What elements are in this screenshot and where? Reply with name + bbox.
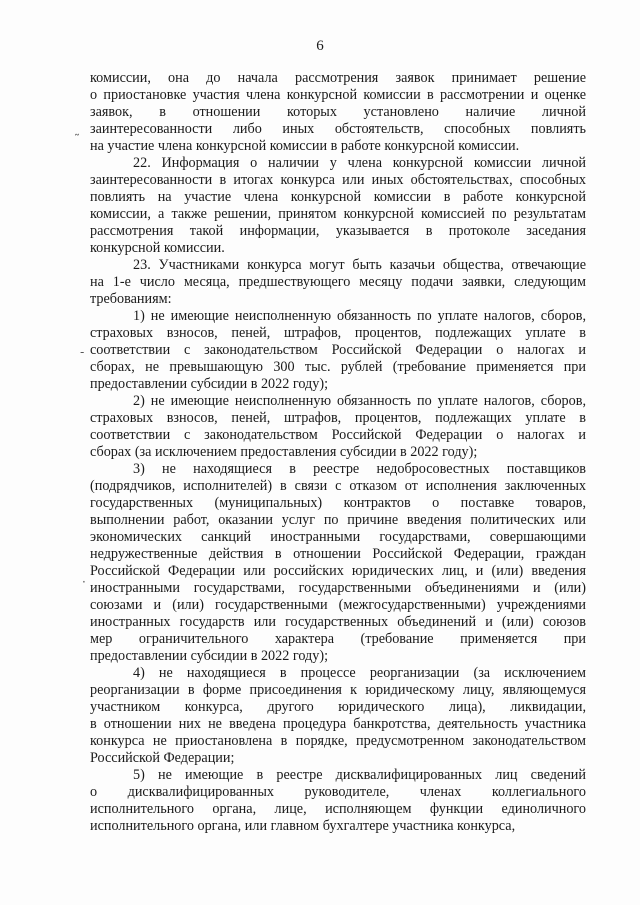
paragraph (90, 70, 586, 155)
text-line: Российской Федерации; (90, 750, 235, 766)
text-line: недружественные действия в отношении Российской Федерации, граждан (90, 546, 586, 562)
text-line: 3) не находящиеся в реестре недобросовестных поставщиков (133, 461, 586, 477)
paragraph (90, 308, 586, 393)
paragraph (90, 393, 586, 461)
text-line: Российской Федерации или российских юридических лиц, и (или) введения (90, 563, 586, 579)
text-line: 23. Участниками конкурса могут быть казачьи общества, отвечающие (133, 257, 586, 273)
text-line: экономических санкций иностранными государствами, совершающими (90, 529, 586, 545)
text-line: 1) не имеющие неисполненную обязанность по уплате налогов, сборов, (133, 308, 586, 324)
text-line: соответствии с законодательством Российской Федерации о налогах и (90, 342, 586, 358)
text-line: государственных (муниципальных) контрактов о поставке товаров, (90, 495, 586, 511)
text-line: предоставлении субсидии в 2022 году); (90, 648, 329, 664)
text-line: участником конкурса, другого юридического лица), ликвидации, (90, 699, 586, 715)
text-line: выполнении работ, оказании услуг по причине введения политических или (90, 512, 586, 528)
text-line: на 1-е число месяца, предшествующего месяцу подачи заявки, следующим (90, 274, 586, 290)
page-number: 6 (316, 38, 324, 54)
paragraph (90, 665, 586, 767)
margin-tick-mark: · (82, 575, 86, 589)
text-line: заявок, в отношении которых установлено наличие личной (90, 104, 586, 120)
text-line: страховых взносов, пеней, штрафов, процентов, подлежащих уплате в (90, 410, 586, 426)
text-line: в отношении них не введена процедура банкротства, деятельность участника (90, 716, 586, 732)
document-body (90, 70, 586, 835)
text-line: (подрядчиков, исполнителей) в связи с отказом от исполнения заключенных (90, 478, 586, 494)
text-line: рассмотрения такой информации, указывается в протоколе заседания (90, 223, 586, 239)
margin-tick-mark: - (80, 345, 85, 359)
text-line: заинтересованности либо иных обстоятельств, способных повлиять (90, 121, 586, 137)
text-line: мер ограничительного характера (требование применяется при (90, 631, 586, 647)
text-line: о приостановке участия члена конкурсной комиссии в рассмотрении и оценке (90, 87, 586, 103)
paragraph (90, 461, 586, 665)
text-line: соответствии с законодательством Российской Федерации о налогах и (90, 427, 586, 443)
text-line: союзами и (или) государственными (межгосударственными) учреждениями (90, 597, 586, 613)
text-line: комиссии, она до начала рассмотрения заявок принимает решение (90, 70, 586, 86)
text-line: исполнительного органа, или главном бухгалтере участника конкурса, (90, 818, 516, 834)
text-line: предоставлении субсидии в 2022 году); (90, 376, 329, 392)
text-line: 5) не имеющие в реестре дисквалифицированных лиц сведений (133, 767, 586, 783)
text-line: о дисквалифицированных руководителе, членах коллегиального (90, 784, 586, 800)
text-line: комиссии, а также решении, принятом конкурсной комиссией по результатам (90, 206, 586, 222)
text-line: иностранных государств или государственных объединений и (или) союзов (90, 614, 586, 630)
paragraph (90, 155, 586, 257)
text-line: сборах (за исключением предоставления субсидии в 2022 году); (90, 444, 478, 460)
text-line: 4) не находящиеся в процессе реорганизации (за исключением (133, 665, 586, 681)
text-line: повлиять на участие члена конкурсной комиссии в работе конкурсной (90, 189, 586, 205)
text-line: 2) не имеющие неисполненную обязанность по уплате налогов, сборов, (133, 393, 586, 409)
text-line: заинтересованности в итогах конкурса или иных обстоятельствах, способных (90, 172, 586, 188)
text-line: на участие члена конкурсной комиссии в работе конкурсной комиссии. (90, 138, 520, 154)
text-line: конкурсной комиссии. (90, 240, 225, 256)
text-line: сборах, не превышающую 300 тыс. рублей (требование применяется при (90, 359, 586, 375)
text-line: 22. Информация о наличии у члена конкурсной комиссии личной (133, 155, 586, 171)
paragraph (90, 767, 586, 835)
text-line: страховых взносов, пеней, штрафов, процентов, подлежащих уплате в (90, 325, 586, 341)
margin-tick-mark: ˷ (74, 122, 80, 136)
text-line: иностранными государствами, государственными объединениями и (или) (90, 580, 586, 596)
text-line: требованиям: (90, 291, 172, 307)
text-line: конкурса не приостановлена в порядке, предусмотренном законодательством (90, 733, 586, 749)
paragraph (90, 257, 586, 308)
text-line: реорганизации в форме присоединения к юридическому лицу, являющемуся (90, 682, 586, 698)
text-line: исполнительного органа, лице, исполняющем функции единоличного (90, 801, 586, 817)
